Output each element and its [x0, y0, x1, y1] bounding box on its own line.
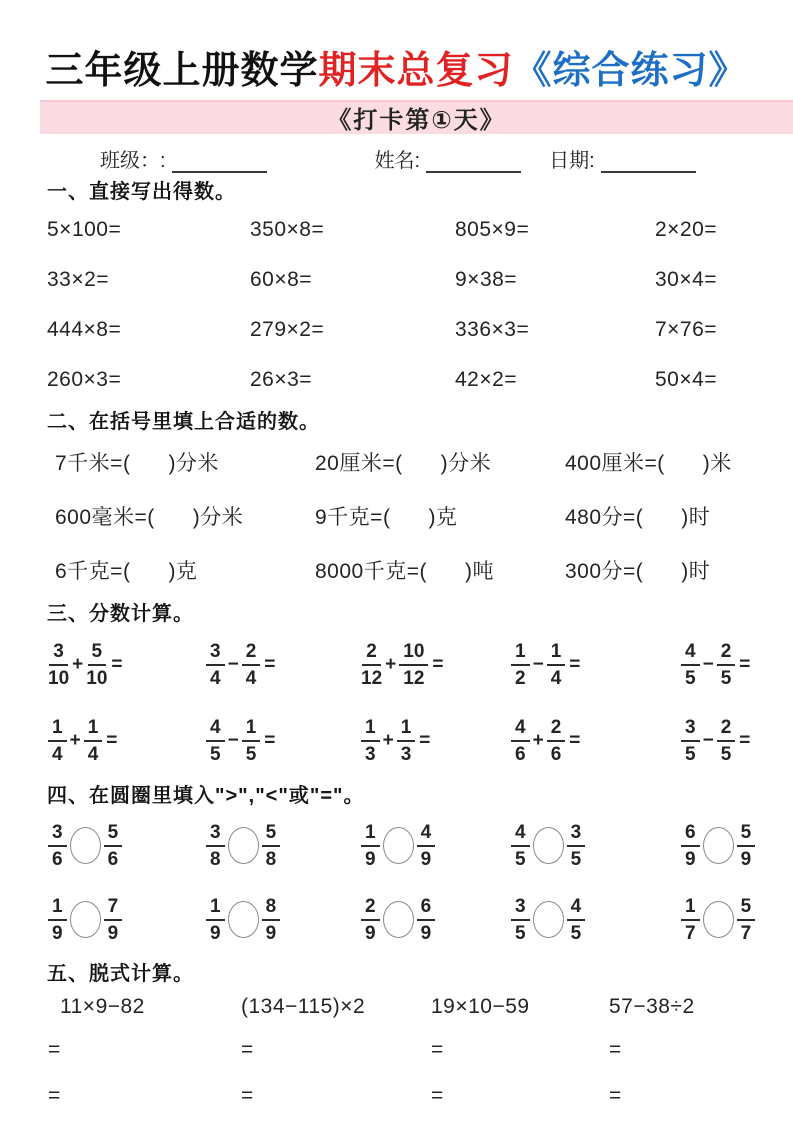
equals-sign: = — [432, 653, 444, 675]
calc-expression: 30×4= — [655, 267, 718, 291]
title-practice-part: 《综合练习》 — [513, 50, 748, 92]
comparison-circle — [703, 827, 734, 864]
stepcalc-expression: 57−38÷2 — [609, 994, 695, 1018]
fraction — [104, 897, 123, 943]
fraction-numerator: 1 — [84, 718, 103, 742]
compare-expression — [361, 823, 511, 869]
fraction-denominator: 5 — [515, 922, 526, 944]
fraction — [681, 823, 700, 869]
section2-header: 二、在括号里填上合适的数。 — [47, 410, 320, 433]
equals-sign: = — [419, 729, 431, 751]
calc-expression: 2×20= — [655, 217, 718, 241]
fraction-numerator: 1 — [547, 642, 566, 666]
fraction-numerator: 3 — [567, 823, 586, 847]
fraction-denominator: 2 — [515, 667, 526, 689]
stepcalc-expression: 11×9−82 — [60, 994, 145, 1018]
fraction-numerator: 4 — [206, 718, 225, 742]
section1-header: 一、直接写出得数。 — [47, 180, 236, 203]
fill-row — [47, 543, 763, 597]
fraction-numerator: 2 — [547, 718, 566, 742]
fraction-numerator: 3 — [48, 823, 67, 847]
section2-rows — [47, 435, 763, 597]
fraction-denominator: 4 — [550, 667, 562, 689]
fraction-denominator: 4 — [52, 743, 63, 765]
fraction-numerator: 5 — [737, 823, 756, 847]
fraction-numerator: 7 — [104, 897, 123, 921]
fraction — [206, 823, 225, 869]
fraction-numerator: 3 — [681, 718, 700, 742]
fraction — [206, 718, 225, 764]
fraction-expression — [511, 642, 681, 688]
page-title — [0, 50, 793, 94]
calc-row — [47, 255, 763, 305]
fraction — [48, 823, 67, 869]
fraction-numerator: 5 — [104, 823, 123, 847]
fraction — [104, 823, 123, 869]
operator-sign: + — [72, 653, 84, 675]
fraction-denominator: 5 — [210, 743, 221, 765]
section3-header: 三、分数计算。 — [47, 602, 194, 625]
calc-expression: 350×8= — [250, 217, 325, 241]
fraction — [717, 718, 736, 764]
problem-row — [47, 987, 763, 1027]
fraction — [737, 897, 756, 943]
calc-expression: 42×2= — [455, 367, 518, 391]
compare-expression — [206, 897, 361, 943]
fraction-expression — [48, 718, 206, 764]
fraction-denominator: 12 — [403, 667, 425, 689]
fraction — [511, 897, 530, 943]
section5-header: 五、脱式计算。 — [47, 962, 194, 985]
equals-sign: = — [431, 1037, 444, 1061]
operator-sign: − — [532, 653, 544, 675]
section5-rows — [47, 987, 763, 1119]
fraction-numerator: 4 — [511, 718, 530, 742]
fraction-numerator: 1 — [48, 897, 67, 921]
compare-expression — [48, 823, 206, 869]
fraction-numerator: 2 — [361, 897, 380, 921]
calc-expression: 805×9= — [455, 217, 530, 241]
fraction-denominator: 3 — [365, 743, 376, 765]
calc-row — [47, 355, 763, 405]
equals-sign: = — [609, 1037, 622, 1061]
fraction-denominator: 5 — [515, 848, 526, 870]
equals-sign: = — [569, 653, 581, 675]
fraction-numerator: 1 — [206, 897, 225, 921]
fraction-numerator: 2 — [717, 718, 736, 742]
fraction-denominator: 6 — [107, 848, 119, 870]
day-banner-text: 《打卡第①天》 — [327, 107, 506, 135]
fraction — [417, 823, 436, 869]
fraction — [361, 823, 380, 869]
worksheet-content — [0, 179, 793, 1119]
fraction-expression — [361, 718, 511, 764]
compare-expression — [48, 897, 206, 943]
fraction-denominator: 9 — [210, 922, 221, 944]
equals-sign: = — [569, 729, 581, 751]
fill-expression: 20厘米=( )分米 — [315, 451, 492, 475]
fraction — [86, 642, 107, 688]
equals-sign: = — [264, 729, 276, 751]
fill-expression: 300分=( )时 — [565, 559, 711, 583]
equals-sign: = — [106, 729, 118, 751]
operator-sign: − — [227, 729, 239, 751]
fraction-numerator: 2 — [242, 642, 261, 666]
fraction — [361, 897, 380, 943]
fraction — [242, 642, 261, 688]
section3-rows — [47, 627, 763, 779]
fill-expression: 6千克=( )克 — [55, 559, 198, 583]
compare-expression — [511, 897, 681, 943]
operator-sign: − — [702, 653, 714, 675]
fraction-numerator: 1 — [361, 823, 380, 847]
fraction-expression — [681, 718, 763, 764]
fill-row — [47, 489, 763, 543]
fraction — [547, 718, 566, 764]
fraction-denominator: 9 — [420, 922, 432, 944]
compare-expression — [681, 897, 763, 943]
fraction — [681, 897, 700, 943]
fraction — [262, 897, 281, 943]
fraction-denominator: 4 — [210, 667, 221, 689]
fraction-denominator: 5 — [570, 848, 582, 870]
fraction-numerator: 4 — [511, 823, 530, 847]
fraction-expression — [361, 642, 511, 688]
fraction — [48, 642, 69, 688]
fraction — [262, 823, 281, 869]
name-label: 姓名: — [374, 149, 421, 172]
fraction-denominator: 9 — [420, 848, 432, 870]
comparison-circle — [70, 827, 101, 864]
calc-expression: 50×4= — [655, 367, 718, 391]
fraction-row — [47, 703, 763, 779]
class-field — [100, 144, 267, 173]
calc-row — [47, 305, 763, 355]
fraction-expression — [681, 642, 763, 688]
operator-sign: + — [385, 653, 397, 675]
fraction — [242, 718, 261, 764]
equals-sign: = — [609, 1083, 622, 1107]
fraction — [547, 642, 566, 688]
fraction — [511, 642, 530, 688]
fraction — [567, 823, 586, 869]
fraction-denominator: 4 — [245, 667, 257, 689]
fraction-numerator: 1 — [397, 718, 416, 742]
stepcalc-expression: (134−115)×2 — [241, 994, 366, 1018]
fraction-denominator: 9 — [365, 848, 376, 870]
fraction-numerator: 2 — [362, 642, 381, 666]
fraction-denominator: 8 — [265, 848, 277, 870]
fill-expression: 8000千克=( )吨 — [315, 559, 494, 583]
calc-expression: 444×8= — [47, 317, 122, 341]
section4-rows — [47, 809, 763, 957]
fraction — [717, 642, 736, 688]
comparison-circle — [383, 901, 414, 938]
fraction-denominator: 7 — [740, 922, 752, 944]
fraction-denominator: 8 — [210, 848, 221, 870]
fraction — [84, 718, 103, 764]
equals-sign: = — [48, 1037, 61, 1061]
student-info-row — [100, 144, 793, 173]
fraction-numerator: 1 — [511, 642, 530, 666]
comparison-circle — [228, 901, 259, 938]
calc-expression: 279×2= — [250, 317, 325, 341]
calc-expression: 33×2= — [47, 267, 110, 291]
fraction-numerator: 5 — [262, 823, 281, 847]
fill-row — [47, 435, 763, 489]
fraction-denominator: 12 — [361, 667, 383, 689]
fraction — [681, 642, 700, 688]
fraction-denominator: 6 — [52, 848, 63, 870]
date-blank-line — [601, 155, 696, 173]
fraction-expression — [206, 642, 361, 688]
compare-row — [47, 809, 763, 883]
calc-expression: 7×76= — [655, 317, 718, 341]
fraction-denominator: 7 — [685, 922, 696, 944]
fill-expression: 600毫米=( )分米 — [55, 505, 244, 529]
fraction — [206, 642, 225, 688]
fraction-denominator: 9 — [265, 922, 277, 944]
fraction — [361, 718, 380, 764]
comparison-circle — [703, 901, 734, 938]
fraction — [681, 718, 700, 764]
operator-sign: + — [69, 729, 81, 751]
equals-row — [47, 1073, 763, 1119]
calc-expression: 26×3= — [250, 367, 313, 391]
fraction-denominator: 5 — [570, 922, 582, 944]
calc-expression: 336×3= — [455, 317, 530, 341]
equals-sign: = — [241, 1083, 254, 1107]
fraction-denominator: 6 — [550, 743, 562, 765]
fraction — [399, 642, 428, 688]
section1-rows — [47, 205, 763, 405]
fraction-denominator: 5 — [245, 743, 257, 765]
fraction-numerator: 4 — [567, 897, 586, 921]
comparison-circle — [383, 827, 414, 864]
equals-sign: = — [241, 1037, 254, 1061]
fraction-numerator: 1 — [361, 718, 380, 742]
fraction-numerator: 4 — [417, 823, 436, 847]
fraction-numerator: 3 — [511, 897, 530, 921]
fraction-numerator: 6 — [417, 897, 436, 921]
fraction-numerator: 1 — [681, 897, 700, 921]
operator-sign: − — [227, 653, 239, 675]
fill-expression: 9千克=( )克 — [315, 505, 458, 529]
fraction-denominator: 9 — [365, 922, 376, 944]
day-banner — [40, 100, 793, 134]
fraction — [511, 718, 530, 764]
fraction-denominator: 9 — [685, 848, 696, 870]
fraction-numerator: 1 — [242, 718, 261, 742]
equals-sign: = — [111, 653, 123, 675]
equals-sign: = — [739, 729, 751, 751]
compare-row — [47, 883, 763, 957]
fraction-denominator: 4 — [87, 743, 99, 765]
fraction-denominator: 5 — [720, 743, 732, 765]
compare-expression — [681, 823, 763, 869]
fraction-numerator: 10 — [399, 642, 428, 666]
equals-sign: = — [264, 653, 276, 675]
fill-expression: 400厘米=( )米 — [565, 451, 732, 475]
fraction-numerator: 3 — [49, 642, 68, 666]
fraction-numerator: 3 — [206, 823, 225, 847]
equals-sign: = — [431, 1083, 444, 1107]
calc-expression: 9×38= — [455, 267, 518, 291]
fraction — [48, 718, 67, 764]
comparison-circle — [533, 827, 564, 864]
equals-sign: = — [48, 1083, 61, 1107]
fraction-denominator: 9 — [107, 922, 119, 944]
stepcalc-expression: 19×10−59 — [431, 994, 530, 1018]
fraction-denominator: 6 — [515, 743, 526, 765]
fraction-denominator: 10 — [86, 667, 108, 689]
fraction — [48, 897, 67, 943]
compare-expression — [206, 823, 361, 869]
calc-expression: 260×3= — [47, 367, 122, 391]
date-field — [549, 144, 696, 173]
fraction-expression — [206, 718, 361, 764]
fraction-numerator: 3 — [206, 642, 225, 666]
fraction-denominator: 9 — [740, 848, 752, 870]
compare-expression — [511, 823, 681, 869]
title-grade-part: 三年级上册数学 — [45, 50, 319, 92]
calc-row — [47, 205, 763, 255]
operator-sign: + — [532, 729, 544, 751]
fraction-denominator: 3 — [400, 743, 412, 765]
fraction-numerator: 5 — [88, 642, 107, 666]
fraction-row — [47, 627, 763, 703]
calc-expression: 5×100= — [47, 217, 122, 241]
fill-expression: 480分=( )时 — [565, 505, 711, 529]
fraction — [206, 897, 225, 943]
comparison-circle — [70, 901, 101, 938]
fraction-denominator: 10 — [48, 667, 70, 689]
fraction-expression — [511, 718, 681, 764]
fraction — [511, 823, 530, 869]
fraction — [361, 642, 382, 688]
date-label: 日期: — [549, 149, 595, 172]
fraction-numerator: 1 — [48, 718, 67, 742]
fraction-numerator: 8 — [262, 897, 281, 921]
fraction-numerator: 5 — [737, 897, 756, 921]
equals-row — [47, 1027, 763, 1073]
name-field — [375, 144, 522, 173]
equals-sign: = — [739, 653, 751, 675]
comparison-circle — [533, 901, 564, 938]
fraction-numerator: 2 — [717, 642, 736, 666]
class-blank-line — [172, 155, 267, 173]
calc-expression: 60×8= — [250, 267, 313, 291]
fraction-denominator: 5 — [685, 667, 696, 689]
fraction — [397, 718, 416, 764]
fraction-numerator: 4 — [681, 642, 700, 666]
fraction-denominator: 5 — [720, 667, 732, 689]
fraction-denominator: 5 — [685, 743, 696, 765]
operator-sign: + — [382, 729, 394, 751]
name-blank-line — [426, 155, 521, 173]
operator-sign: − — [702, 729, 714, 751]
fraction-expression — [48, 642, 206, 688]
title-review-part: 期末总复习 — [318, 50, 514, 92]
fraction-denominator: 9 — [52, 922, 63, 944]
fraction-numerator: 6 — [681, 823, 700, 847]
fraction — [567, 897, 586, 943]
compare-expression — [361, 897, 511, 943]
fill-expression: 7千米=( )分米 — [55, 451, 219, 475]
fraction — [417, 897, 436, 943]
fraction — [737, 823, 756, 869]
comparison-circle — [228, 827, 259, 864]
class-label: 班级：: — [100, 149, 166, 172]
section4-header: 四、在圆圈里填入">","<"或"="。 — [47, 784, 365, 807]
